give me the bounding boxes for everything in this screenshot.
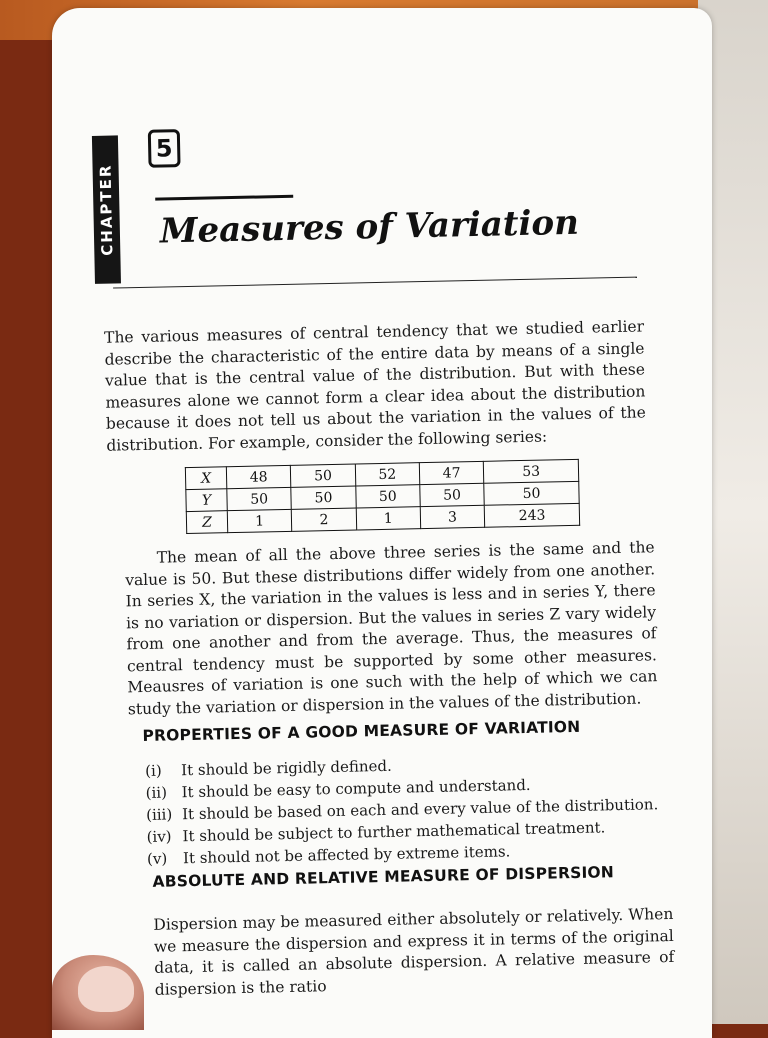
table-cell-label: Z bbox=[186, 511, 227, 534]
chapter-tab-label: CHAPTER bbox=[96, 163, 117, 256]
thumbnail bbox=[78, 966, 134, 1012]
table-cell: 50 bbox=[420, 483, 485, 506]
table-cell: 50 bbox=[484, 481, 579, 505]
title-underline-short bbox=[155, 195, 293, 201]
table-cell-label: Y bbox=[186, 489, 227, 512]
table-cell: 243 bbox=[484, 503, 579, 527]
table-cell: 1 bbox=[356, 507, 421, 530]
chapter-number: 5 bbox=[148, 129, 181, 168]
table-cell: 1 bbox=[227, 509, 292, 532]
list-item-text: It should be easy to compute and understand. bbox=[181, 775, 531, 802]
properties-list bbox=[145, 749, 667, 870]
table-cell: 47 bbox=[419, 461, 484, 484]
table-cell: 50 bbox=[355, 485, 420, 508]
list-item-text: It should not be affected by extreme items. bbox=[182, 842, 511, 868]
table-cell: 2 bbox=[292, 508, 357, 531]
intro-paragraph: The various measures of central tendency that we studied earlier describe the characteristic of the entire data by means of a single value that is the central value of the distribution. But with these measures alone we cannot form a clear idea about the distribution because it does not tell us about the variation in the values of the distribution. For example, consider the following series: bbox=[103, 317, 646, 455]
dispersion-paragraph: Dispersion may be measured either absolutely or relatively. When we measure the dispersion and express it in terms of the original data, it is called an absolute dispersion. A relative measure of dispersion is the ratio bbox=[153, 904, 675, 999]
chapter-title: Measures of Variation bbox=[159, 202, 580, 252]
table-cell-label: X bbox=[185, 467, 226, 490]
list-item-number: (iii) bbox=[145, 805, 173, 824]
list-item-number: (i) bbox=[145, 761, 162, 780]
series-table bbox=[185, 459, 580, 534]
title-divider bbox=[113, 277, 637, 289]
mean-paragraph: The mean of all the above three series is the same and the value is 50. But these distributions differ widely from one another. In series X, the variation in the values is less and in series Y, there is no variation or dispersion. But the values in series Z vary widely from one another and from the average. Thus, the measures of central tendency must be supported by some other measures. Meausres of variation is one such with the help of which we can study the variation or dispersion in the values of the distribution. bbox=[125, 538, 658, 718]
properties-heading: PROPERTIES OF A GOOD MEASURE OF VARIATION bbox=[142, 717, 581, 746]
table-cell: 48 bbox=[226, 465, 291, 488]
list-item-number: (iv) bbox=[146, 827, 172, 846]
table-cell: 50 bbox=[291, 486, 356, 509]
chapter-tab bbox=[92, 135, 121, 284]
list-item-number: (v) bbox=[146, 849, 168, 868]
list-item-number: (ii) bbox=[145, 783, 168, 802]
dispersion-heading: ABSOLUTE AND RELATIVE MEASURE OF DISPERSION bbox=[152, 863, 615, 891]
table-cell: 53 bbox=[484, 459, 579, 483]
table-cell: 50 bbox=[291, 464, 356, 487]
table-cell: 50 bbox=[227, 487, 292, 510]
list-item-text: It should be subject to further mathematical treatment. bbox=[182, 818, 606, 846]
list-item-text: It should be rigidly defined. bbox=[181, 756, 392, 780]
list-item-text: It should be based on each and every value of the distribution. bbox=[181, 795, 659, 824]
table-cell: 3 bbox=[420, 505, 485, 528]
table-cell: 52 bbox=[355, 463, 420, 486]
